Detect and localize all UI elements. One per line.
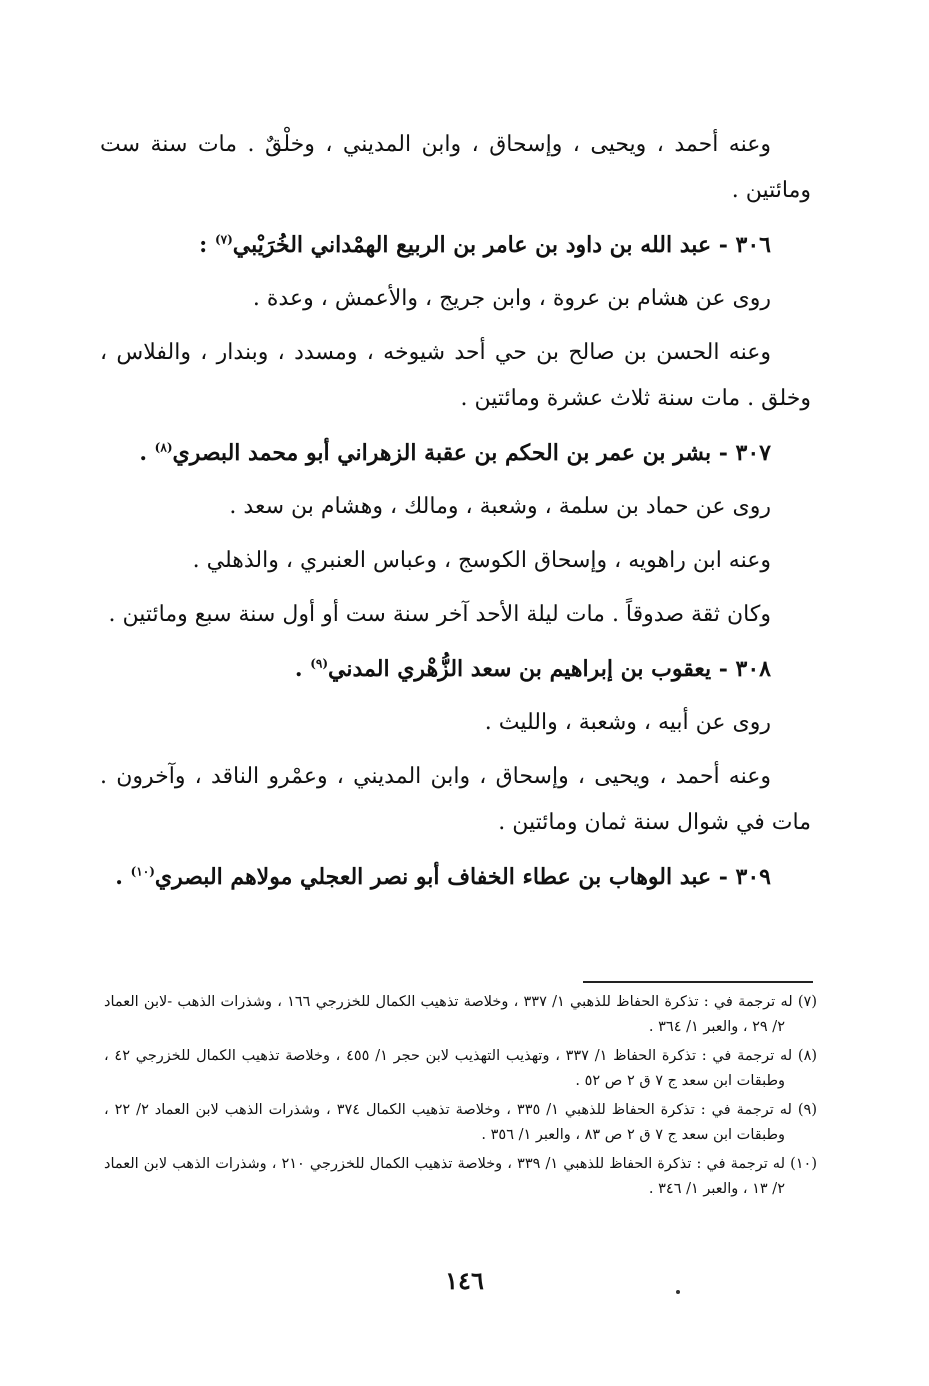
entry-tail: : bbox=[199, 232, 215, 258]
paragraph-text: وعنه الحسن بن صالح بن حي أحد شيوخه ، ومسدد ، وبندار ، والفلاس ، وخلق . مات سنة ثلاث عشرة ومائتين . bbox=[100, 340, 811, 411]
footnote-mark: (٨) bbox=[797, 1048, 818, 1064]
entry-heading-307 bbox=[100, 430, 811, 476]
paragraph-text: روى عن هشام بن عروة ، وابن جريج ، والأعمش ، وعدة . bbox=[252, 286, 771, 311]
entry-title: - بشر بن عمر بن الحكم بن عقبة الزهراني أبو محمد البصري bbox=[172, 440, 728, 466]
paragraph-text: وعنه أحمد ، ويحيى ، وإسحاق ، وابن المديني ، وخلْقٌ . مات سنة ست ومائتين . bbox=[100, 132, 811, 203]
paragraph bbox=[100, 330, 811, 422]
entry-tail: . bbox=[115, 864, 131, 890]
entry-number: ٣٠٩ bbox=[735, 864, 771, 890]
paragraph-text: وعنه ابن راهويه ، وإسحاق الكوسج ، وعباس العنبري ، والذهلي . bbox=[192, 548, 771, 573]
entry-number: ٣٠٦ bbox=[735, 232, 771, 258]
entry-title: - عبد الوهاب بن عطاء الخفاف أبو نصر العجلي مولاهم البصري bbox=[154, 864, 728, 890]
footnote-reference[interactable]: (١٠) bbox=[130, 864, 155, 879]
paragraph bbox=[100, 484, 811, 530]
paragraph bbox=[100, 276, 811, 322]
footnote-text: له ترجمة في : تذكرة الحفاظ للذهبي ١/ ٣٣٥ ، وخلاصة تذهيب الكمال ٣٧٤ ، وشذرات الذهب لابن العماد ٢/ ٢٢ ، وطبقات ابن سعد ج ٧ ق ٢ ص ٨٣ ، والعبر ١/ ٣٥٦ . bbox=[104, 1102, 792, 1143]
footnote-reference[interactable]: (٩) bbox=[310, 656, 329, 671]
entry-tail: . bbox=[139, 440, 155, 466]
paragraph-text: وعنه أحمد ، ويحيى ، وإسحاق ، وابن المديني ، وعمْرو الناقد ، وآخرون . مات في شوال سنة ثمان ومائتين . bbox=[100, 764, 811, 835]
footnote-text: له ترجمة في : تذكرة الحفاظ للذهبي ١/ ٣٣٧ ، وخلاصة تذهيب الكمال للخزرجي ١٦٦ ، وشذرات الذهب -لابن العماد ٢/ ٢٩ ، والعبر ١/ ٣٦٤ . bbox=[104, 994, 793, 1035]
paragraph bbox=[100, 538, 811, 584]
paragraph-text: وكان ثقة صدوقاً . مات ليلة الأحد آخر سنة ست أو أول سنة سبع ومائتين . bbox=[108, 602, 771, 627]
paragraph bbox=[100, 754, 811, 846]
footnote-reference[interactable]: (٧) bbox=[214, 232, 233, 247]
entry-title: - عبد الله بن داود بن عامر بن الربيع الهمْداني الخُرَيْبي bbox=[232, 232, 728, 258]
footnote-10 bbox=[104, 1152, 817, 1202]
entry-heading-308 bbox=[100, 646, 811, 692]
paragraph bbox=[100, 122, 811, 214]
paragraph-text: روى عن حماد بن سلمة ، وشعبة ، ومالك ، وهشام بن سعد . bbox=[229, 494, 771, 519]
paragraph-text: روى عن أبيه ، وشعبة ، والليث . bbox=[484, 710, 771, 735]
entry-heading-309 bbox=[100, 854, 811, 900]
footnote-mark: (١٠) bbox=[790, 1156, 817, 1172]
paragraph bbox=[100, 592, 811, 638]
footnote-reference[interactable]: (٨) bbox=[154, 440, 173, 455]
footnote-divider bbox=[583, 981, 813, 983]
main-text bbox=[100, 122, 811, 908]
print-speck bbox=[676, 1290, 680, 1294]
footnote-mark: (٩) bbox=[797, 1102, 817, 1118]
footnote-7 bbox=[104, 990, 817, 1040]
page-number: ١٤٦ bbox=[445, 1266, 484, 1295]
footnote-text: له ترجمة في : تذكرة الحفاظ للذهبي ١/ ٣٣٩ ، وخلاصة تذهيب الكمال للخزرجي ٢١٠ ، وشذرات الذهب لابن العماد ٢/ ١٣ ، والعبر ١/ ٣٤٦ . bbox=[104, 1156, 785, 1197]
footnote-8 bbox=[104, 1044, 817, 1094]
entry-heading-306 bbox=[100, 222, 811, 268]
footnotes bbox=[104, 990, 817, 1206]
entry-number: ٣٠٨ bbox=[735, 656, 771, 682]
entry-title: - يعقوب بن إبراهيم بن سعد الزُّهْري المدني bbox=[328, 656, 728, 682]
entry-tail: . bbox=[294, 656, 311, 682]
footnote-9 bbox=[104, 1098, 817, 1148]
footnote-mark: (٧) bbox=[797, 994, 817, 1010]
footnote-text: له ترجمة في : تذكرة الحفاظ ١/ ٣٣٧ ، وتهذيب التهذيب لابن حجر ١/ ٤٥٥ ، وخلاصة تذهيب الكمال للخزرجي ٤٢ ، وطبقات ابن سعد ج ٧ ق ٢ ص ٥٢ . bbox=[104, 1048, 793, 1089]
paragraph bbox=[100, 700, 811, 746]
entry-number: ٣٠٧ bbox=[735, 440, 771, 466]
